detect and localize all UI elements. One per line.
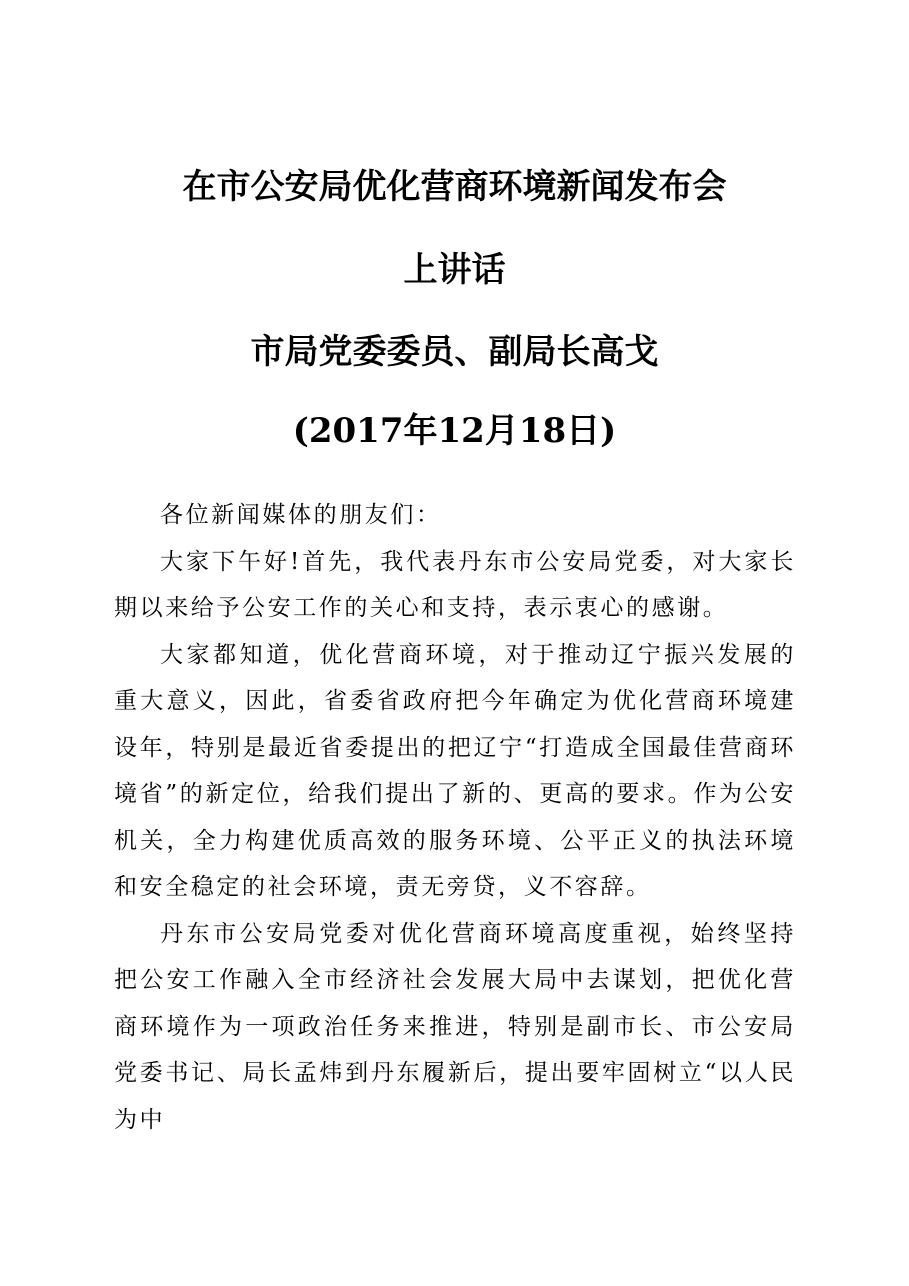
paragraph-greeting: 各位新闻媒体的朋友们： [160,502,442,528]
speaker-line: 市局党委委员、副局长高戈 [250,332,659,372]
document-body [114,492,796,1143]
paragraph: 大家下午好!首先，我代表丹东市公安局党委，对大家长期以来给予公安工作的关心和支持，表示衷心的感谢。 [114,548,796,621]
paragraph: 大家都知道，优化营商环境，对于推动辽宁振兴发展的重大意义，因此，省委省政府把今年确定为优化营商环境建设年，特别是最近省委提出的把辽宁“打造成全国最佳营商环境省”的新定位，给我们提出了新的、更高的要求。作为公安机关，全力构建优质高效的服务环境、公平正义的执法环境和安全稳定的社会环境，责无旁贷，义不容辞。 [114,641,796,900]
paragraph: 丹东市公安局党委对优化营商环境高度重视，始终坚持把公安工作融入全市经济社会发展大局中去谋划，把优化营商环境作为一项政治任务来推进，特别是副市长、市公安局党委书记、局长孟炜到丹东履新后，提出要牢固树立“以人民为中 [114,920,796,1133]
date-line: (2017年12月18日) [292,411,617,451]
document-title-line-1: 在市公安局优化营商环境新闻发布会 [182,167,727,207]
document-title-line-2: 上讲话 [403,250,506,290]
